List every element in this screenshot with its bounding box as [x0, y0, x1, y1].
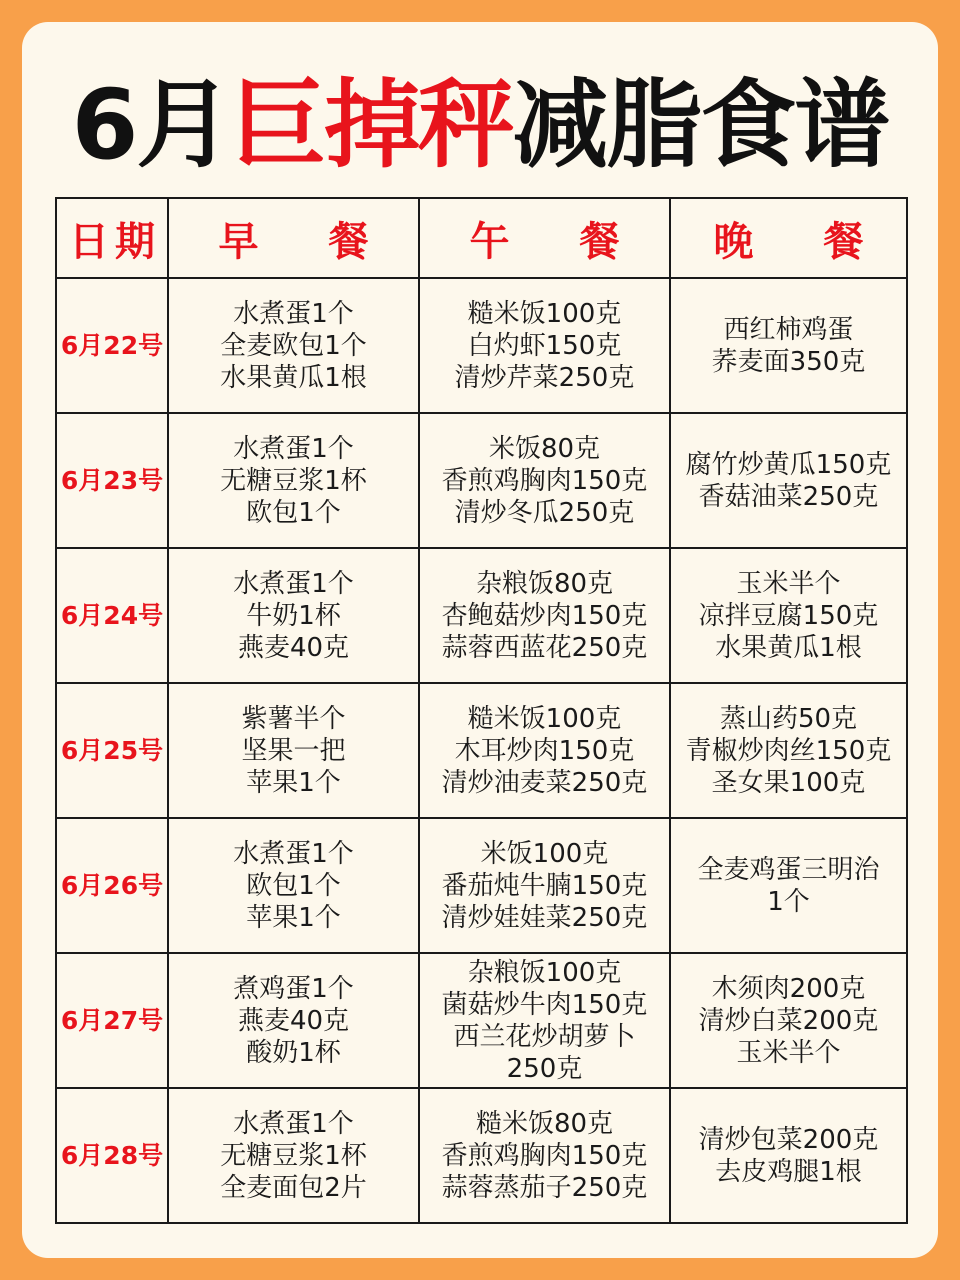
breakfast-item: 水果黄瓜1根 — [220, 362, 367, 393]
table-row — [56, 413, 907, 548]
dinner-item: 玉米半个 — [736, 1037, 841, 1068]
table-row — [56, 548, 907, 683]
dinner-item: 荞麦面350克 — [711, 346, 866, 377]
dinner-item: 水果黄瓜1根 — [715, 632, 862, 663]
dinner-cell — [670, 1088, 907, 1223]
date-cell: 6月22号 — [56, 278, 168, 413]
menu-card — [22, 22, 938, 1258]
dinner-item: 凉拌豆腐150克 — [698, 600, 879, 631]
breakfast-item: 水煮蛋1个 — [233, 1108, 354, 1139]
lunch-item: 清炒冬瓜250克 — [454, 497, 635, 528]
date-cell: 6月24号 — [56, 548, 168, 683]
breakfast-item: 坚果一把 — [241, 735, 346, 766]
dinner-item: 圣女果100克 — [711, 767, 866, 798]
breakfast-item: 燕麦40克 — [237, 632, 350, 663]
title-rest: 减脂食谱 — [512, 69, 889, 181]
dinner-cell — [670, 953, 907, 1088]
lunch-item: 杂粮饭100克 — [467, 957, 622, 988]
breakfast-cell — [168, 1088, 419, 1223]
lunch-item: 木耳炒肉150克 — [454, 735, 635, 766]
date-cell: 6月26号 — [56, 818, 168, 953]
lunch-item: 糙米饭80克 — [475, 1108, 614, 1139]
title-month: 6月 — [71, 69, 231, 181]
lunch-cell — [419, 683, 670, 818]
table-row — [56, 278, 907, 413]
table-body — [56, 278, 907, 1223]
breakfast-item: 水煮蛋1个 — [233, 433, 354, 464]
lunch-item: 香煎鸡胸肉150克 — [441, 465, 648, 496]
breakfast-cell — [168, 413, 419, 548]
breakfast-item: 煮鸡蛋1个 — [233, 973, 354, 1004]
dinner-item: 清炒包菜200克 — [698, 1124, 879, 1155]
breakfast-cell — [168, 548, 419, 683]
dinner-item: 全麦鸡蛋三明治 — [697, 854, 880, 885]
table-row — [56, 1088, 907, 1223]
lunch-item: 番茄炖牛腩150克 — [441, 870, 648, 901]
meal-plan-table — [55, 197, 908, 1224]
dinner-cell — [670, 548, 907, 683]
lunch-cell — [419, 413, 670, 548]
lunch-item: 米饭100克 — [480, 838, 609, 869]
breakfast-item: 水煮蛋1个 — [233, 838, 354, 869]
table-row — [56, 818, 907, 953]
dinner-item: 青椒炒肉丝150克 — [685, 735, 892, 766]
header-breakfast: 早 餐 — [168, 198, 419, 278]
lunch-item: 杂粮饭80克 — [475, 568, 614, 599]
lunch-item: 糙米饭100克 — [467, 703, 622, 734]
lunch-item: 250克 — [506, 1053, 583, 1084]
dinner-item: 木须肉200克 — [711, 973, 866, 1004]
breakfast-cell — [168, 683, 419, 818]
dinner-item: 香菇油菜250克 — [698, 481, 879, 512]
lunch-item: 香煎鸡胸肉150克 — [441, 1140, 648, 1171]
breakfast-item: 苹果1个 — [246, 902, 341, 933]
breakfast-item: 全麦面包2片 — [220, 1172, 367, 1203]
breakfast-cell — [168, 818, 419, 953]
header-date: 日期 — [56, 198, 168, 278]
lunch-cell — [419, 818, 670, 953]
breakfast-item: 欧包1个 — [246, 497, 341, 528]
lunch-item: 西兰花炒胡萝卜 — [453, 1021, 636, 1052]
dinner-item: 1个 — [767, 886, 810, 917]
breakfast-item: 无糖豆浆1杯 — [220, 465, 367, 496]
table-row — [56, 953, 907, 1088]
lunch-cell — [419, 278, 670, 413]
date-cell: 6月27号 — [56, 953, 168, 1088]
breakfast-item: 欧包1个 — [246, 870, 341, 901]
dinner-cell — [670, 683, 907, 818]
breakfast-item: 酸奶1杯 — [246, 1037, 341, 1068]
breakfast-item: 水煮蛋1个 — [233, 568, 354, 599]
lunch-item: 糙米饭100克 — [467, 298, 622, 329]
lunch-item: 清炒油麦菜250克 — [441, 767, 648, 798]
header-lunch: 午 餐 — [419, 198, 670, 278]
breakfast-item: 牛奶1杯 — [246, 600, 341, 631]
date-cell: 6月23号 — [56, 413, 168, 548]
breakfast-item: 水煮蛋1个 — [233, 298, 354, 329]
breakfast-item: 燕麦40克 — [237, 1005, 350, 1036]
title-highlight: 巨掉秤 — [230, 69, 513, 181]
lunch-item: 白灼虾150克 — [467, 330, 622, 361]
breakfast-item: 苹果1个 — [246, 767, 341, 798]
dinner-item: 去皮鸡腿1根 — [715, 1156, 862, 1187]
dinner-item: 玉米半个 — [736, 568, 841, 599]
lunch-item: 杏鲍菇炒肉150克 — [441, 600, 648, 631]
lunch-cell — [419, 1088, 670, 1223]
dinner-item: 蒸山药50克 — [719, 703, 858, 734]
breakfast-cell — [168, 278, 419, 413]
table-row — [56, 683, 907, 818]
breakfast-item: 全麦欧包1个 — [220, 330, 367, 361]
dinner-cell — [670, 278, 907, 413]
header-dinner: 晚 餐 — [670, 198, 907, 278]
lunch-item: 清炒芹菜250克 — [454, 362, 635, 393]
lunch-item: 清炒娃娃菜250克 — [441, 902, 648, 933]
breakfast-item: 无糖豆浆1杯 — [220, 1140, 367, 1171]
table-header-row — [56, 198, 907, 278]
page-title — [22, 70, 938, 180]
dinner-cell — [670, 413, 907, 548]
dinner-cell — [670, 818, 907, 953]
dinner-item: 腐竹炒黄瓜150克 — [685, 449, 892, 480]
lunch-item: 菌菇炒牛肉150克 — [441, 989, 648, 1020]
dinner-item: 清炒白菜200克 — [698, 1005, 879, 1036]
dinner-item: 西红柿鸡蛋 — [723, 314, 854, 345]
lunch-item: 米饭80克 — [488, 433, 601, 464]
breakfast-cell — [168, 953, 419, 1088]
lunch-item: 蒜蓉西蓝花250克 — [441, 632, 648, 663]
date-cell: 6月28号 — [56, 1088, 168, 1223]
lunch-cell — [419, 548, 670, 683]
lunch-item: 蒜蓉蒸茄子250克 — [441, 1172, 648, 1203]
breakfast-item: 紫薯半个 — [241, 703, 346, 734]
date-cell: 6月25号 — [56, 683, 168, 818]
lunch-cell — [419, 953, 670, 1088]
